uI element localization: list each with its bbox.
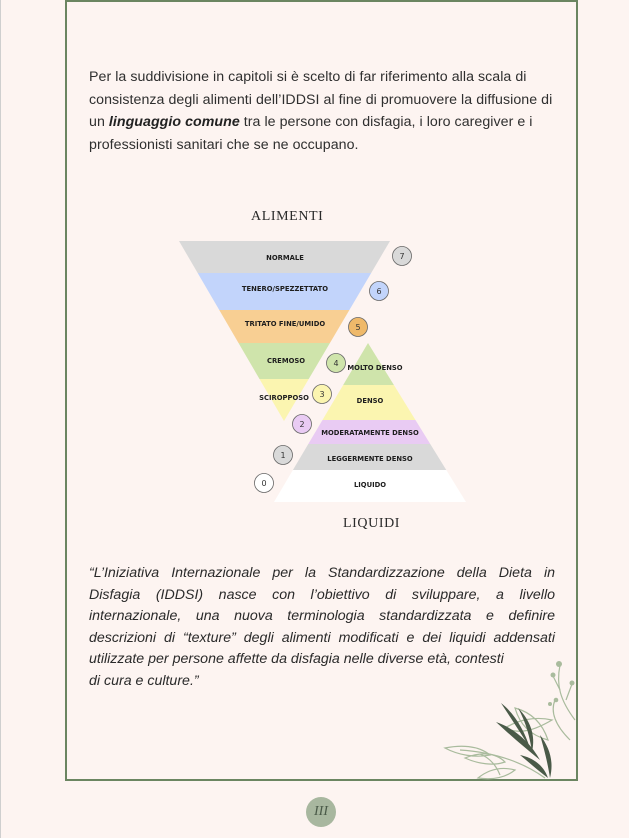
liquid-label-2: MODERATAMENTE DENSO bbox=[321, 429, 419, 437]
food-label-3: SCIROPPOSO bbox=[259, 394, 309, 402]
level-number-1: 1 bbox=[280, 451, 286, 460]
food-label-6: TENERO/SPEZZETTATO bbox=[241, 285, 329, 293]
food-label-7: NORMALE bbox=[266, 254, 304, 262]
page-number-badge: III bbox=[306, 797, 336, 827]
level-number-4: 4 bbox=[333, 359, 339, 368]
quote-line-2: Disfagia (IDDSI) nasce con l’obiettivo di sviluppare, a livello bbox=[89, 586, 555, 603]
foods-title: ALIMENTI bbox=[251, 209, 324, 224]
food-label-5: TRITATO FINE/UMIDO bbox=[244, 320, 326, 328]
liquid-label-3: DENSO bbox=[356, 397, 384, 405]
quote-line-4: descrizioni di “texture” degli alimenti modificati e dei liquidi addensati bbox=[89, 629, 555, 646]
level-number-5: 5 bbox=[355, 323, 361, 332]
liquids-title: LIQUIDI bbox=[343, 516, 401, 531]
liquid-label-1: LEGGERMENTE DENSO bbox=[327, 455, 413, 463]
intro-emphasis: linguaggio comune bbox=[108, 114, 240, 130]
quote-line-3: internazionale, una nuova terminologia standardizzata e definire bbox=[89, 608, 555, 624]
intro-text-after: tra le persone con disfagia, i loro caregiver e i professionisti sanitari che se ne occupano. bbox=[89, 114, 533, 153]
level-number-2: 2 bbox=[299, 420, 305, 429]
iddsi-quote bbox=[89, 563, 555, 692]
quote-line-6: di cura e culture.” bbox=[89, 672, 199, 689]
quote-line-5: utilizzate per persone affette da disfagia nelle diverse età, contesti bbox=[89, 651, 504, 667]
food-label-4: CREMOSO bbox=[266, 357, 306, 365]
level-number-0: 0 bbox=[261, 479, 267, 488]
level-number-3: 3 bbox=[319, 390, 325, 399]
level-number-7: 7 bbox=[399, 252, 405, 261]
liquid-label-4: MOLTO DENSO bbox=[347, 364, 403, 372]
intro-text-before: Per la suddivisione in capitoli si è scelto di far riferimento alla scala di consistenza degli alimenti dell’IDDSI al fine di promuovere la diffusione di un bbox=[89, 69, 553, 130]
quote-line-1: “L’Iniziativa Internazionale per la Standardizzazione della Dieta in bbox=[89, 565, 555, 581]
liquid-label-0: LIQUIDO bbox=[353, 481, 387, 489]
level-number-6: 6 bbox=[376, 287, 382, 296]
